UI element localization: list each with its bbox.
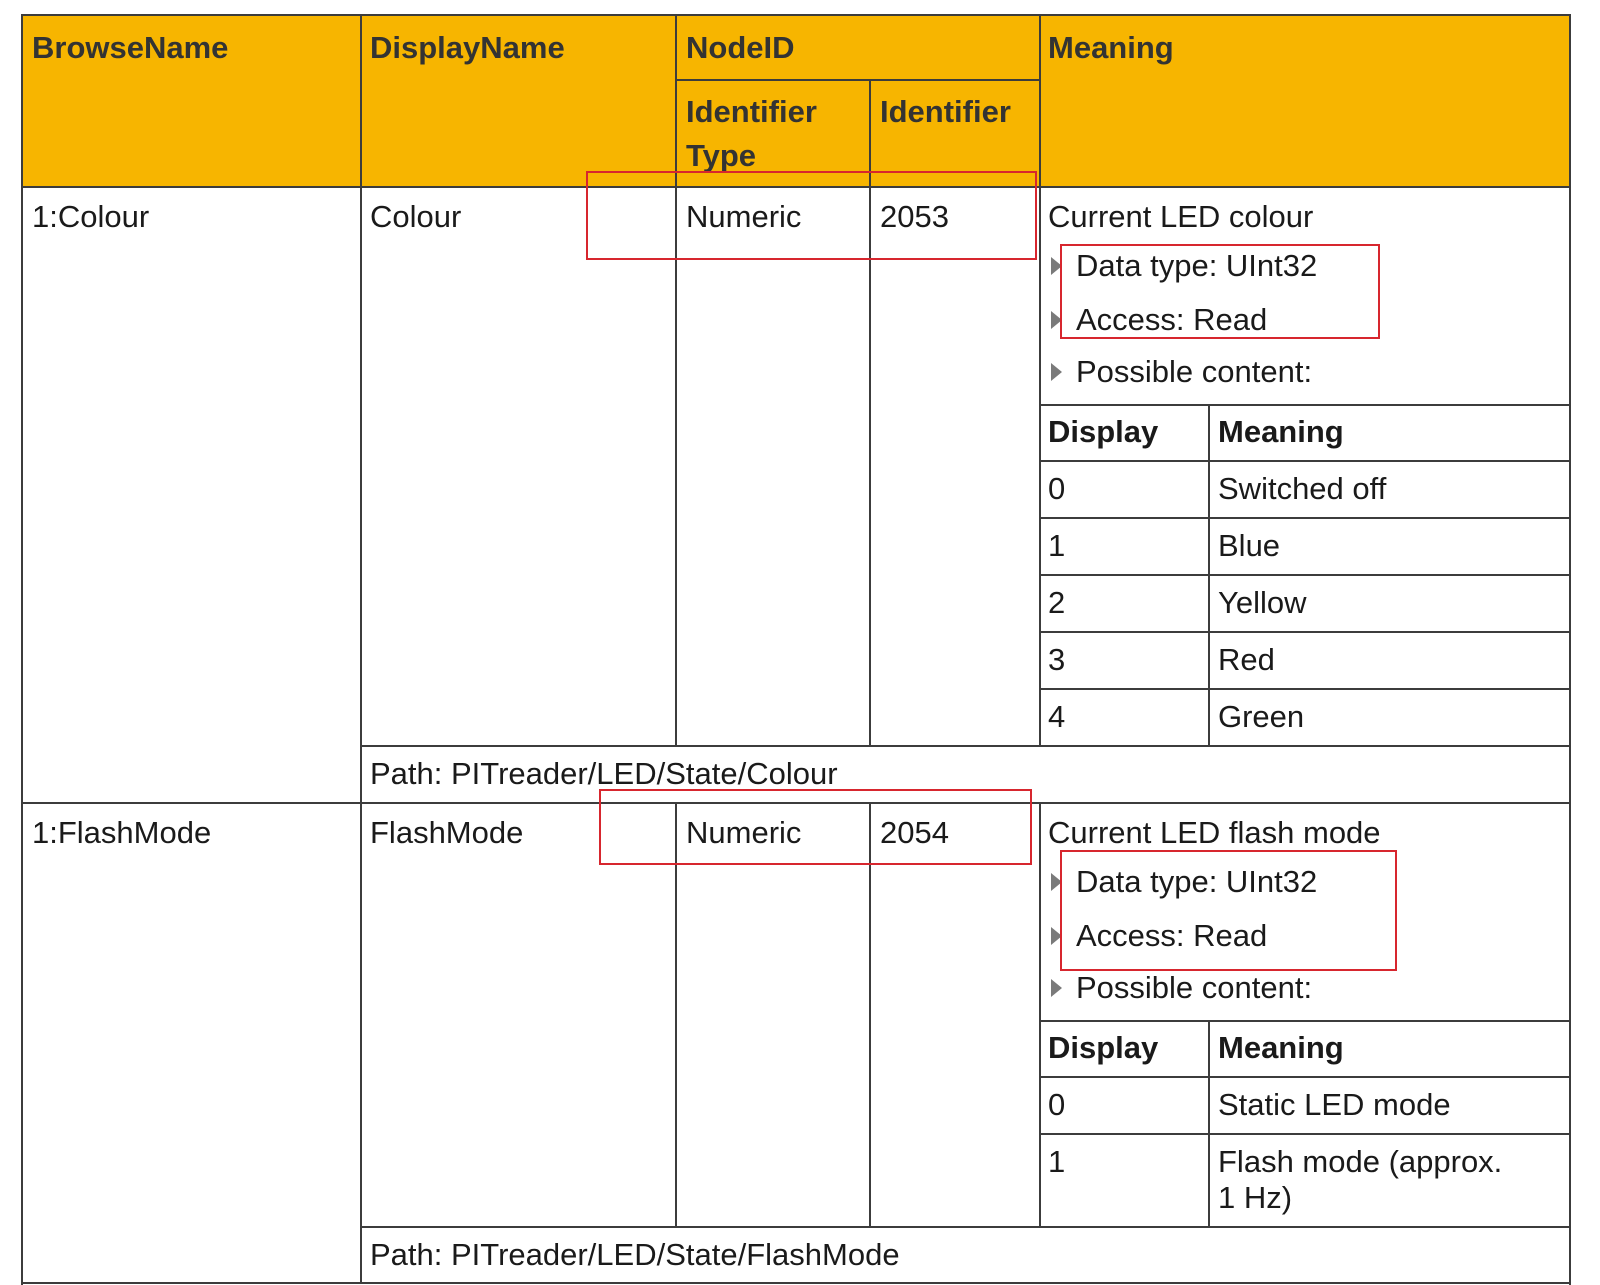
sub-row-display: 1 bbox=[1048, 528, 1066, 563]
grid-line bbox=[1039, 1020, 1571, 1022]
sub-header-display: Display bbox=[1048, 414, 1159, 449]
row-bullet: Possible content: bbox=[1076, 970, 1313, 1005]
row-path: Path: PITreader/LED/State/FlashMode bbox=[370, 1237, 900, 1272]
sub-header-display: Display bbox=[1048, 1030, 1159, 1065]
row-display-name: FlashMode bbox=[370, 815, 524, 850]
sub-row-meaning: Static LED mode bbox=[1218, 1087, 1451, 1122]
grid-line bbox=[1039, 1133, 1571, 1135]
sub-row-display: 1 bbox=[1048, 1144, 1066, 1179]
grid-line bbox=[1039, 802, 1041, 1227]
sub-row-display: 0 bbox=[1048, 1087, 1066, 1122]
sub-row-meaning: Blue bbox=[1218, 528, 1281, 563]
row-bullet: Possible content: bbox=[1076, 354, 1313, 389]
grid-line bbox=[1039, 574, 1571, 576]
row-bullet: Access: Read bbox=[1076, 302, 1268, 337]
grid-line bbox=[869, 80, 871, 747]
grid-line bbox=[1208, 1020, 1210, 1227]
sub-row-meaning: Switched off bbox=[1218, 471, 1387, 506]
grid-line bbox=[1039, 688, 1571, 690]
grid-line bbox=[1039, 460, 1571, 462]
grid-line bbox=[21, 802, 1571, 804]
header-identifier: Identifier bbox=[880, 94, 1011, 129]
grid-line bbox=[1569, 15, 1571, 1285]
grid-line bbox=[675, 802, 677, 1227]
grid-line bbox=[1039, 404, 1571, 406]
row-bullet: Data type: UInt32 bbox=[1076, 864, 1318, 899]
grid-line bbox=[1039, 631, 1571, 633]
bullet-arrow-icon bbox=[1051, 979, 1062, 997]
row-display-name: Colour bbox=[370, 199, 462, 234]
sub-row-display: 3 bbox=[1048, 642, 1066, 677]
row-bullet: Access: Read bbox=[1076, 918, 1268, 953]
sub-row-meaning: 1 Hz) bbox=[1218, 1180, 1293, 1215]
grid-line bbox=[1039, 517, 1571, 519]
grid-line bbox=[21, 186, 1571, 188]
bullet-arrow-icon bbox=[1051, 311, 1062, 329]
row-browse-name: 1:FlashMode bbox=[32, 815, 212, 850]
header-identifier-type: Identifier Type bbox=[686, 94, 817, 173]
grid-line bbox=[360, 15, 362, 747]
sub-row-meaning: Yellow bbox=[1218, 585, 1307, 620]
grid-line bbox=[1039, 15, 1041, 747]
grid-line bbox=[360, 745, 362, 803]
row-bullet: Data type: UInt32 bbox=[1076, 248, 1318, 283]
row-identifier-type: Numeric bbox=[686, 815, 802, 850]
sub-row-display: 4 bbox=[1048, 699, 1066, 734]
sub-row-meaning: Red bbox=[1218, 642, 1275, 677]
sub-row-display: 2 bbox=[1048, 585, 1066, 620]
sub-row-display: 0 bbox=[1048, 471, 1066, 506]
grid-line bbox=[21, 1282, 1571, 1284]
header-display-name: DisplayName bbox=[370, 30, 565, 65]
sub-header-meaning: Meaning bbox=[1218, 1030, 1344, 1065]
grid-line bbox=[675, 79, 1041, 81]
grid-line bbox=[675, 15, 677, 747]
sub-header-meaning: Meaning bbox=[1218, 414, 1344, 449]
grid-line bbox=[360, 745, 1571, 747]
row-meaning-title: Current LED flash mode bbox=[1048, 815, 1381, 850]
grid-line bbox=[1039, 1076, 1571, 1078]
grid-line bbox=[21, 14, 1571, 16]
bullet-arrow-icon bbox=[1051, 257, 1062, 275]
row-path: Path: PITreader/LED/State/Colour bbox=[370, 756, 838, 791]
grid-line bbox=[360, 1226, 1571, 1228]
grid-line bbox=[21, 15, 23, 1285]
header-meaning: Meaning bbox=[1048, 30, 1174, 65]
row-meaning-title: Current LED colour bbox=[1048, 199, 1314, 234]
grid-line bbox=[869, 802, 871, 1227]
row-browse-name: 1:Colour bbox=[32, 199, 150, 234]
sub-row-meaning: Green bbox=[1218, 699, 1305, 734]
row-identifier: 2054 bbox=[880, 815, 949, 850]
bullet-arrow-icon bbox=[1051, 927, 1062, 945]
grid-line bbox=[360, 802, 362, 1282]
row-identifier: 2053 bbox=[880, 199, 949, 234]
header-browse-name: BrowseName bbox=[32, 30, 229, 65]
bullet-arrow-icon bbox=[1051, 873, 1062, 891]
row-identifier-type: Numeric bbox=[686, 199, 802, 234]
header-node-id: NodeID bbox=[686, 30, 795, 65]
sub-row-meaning: Flash mode (approx. bbox=[1218, 1144, 1503, 1179]
highlight-box bbox=[599, 789, 1032, 865]
bullet-arrow-icon bbox=[1051, 363, 1062, 381]
